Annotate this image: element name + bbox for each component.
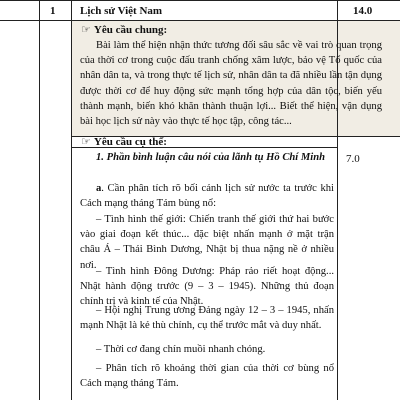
point-a-label: a <box>96 183 102 194</box>
item-title: 1. Phần bình luận câu nói của lãnh tụ Hồ Chí Minh <box>96 152 326 163</box>
point-line: – Tình hình Đông Dương: Pháp rảo riết hoạt động... Nhật hành động trước (9 – 3 – 1945). Những thủ đoạn chính trị và kinh tế của Nhật. <box>80 266 334 308</box>
general-requirements-heading: ☞ Yêu cầu chung: <box>81 24 168 36</box>
point-a-text: . Cần phân tích rõ bối cảnh lịch sử nước ta trước khi Cách mạng tháng Tám bùng nổ: <box>80 183 334 210</box>
point-line: – Thời cơ đang chín muồi nhanh chóng. <box>96 344 266 355</box>
row-number: 1 <box>50 5 56 17</box>
point-line: – Hội nghị Trung ương Đảng ngày 12 – 3 – 1945, nhấn mạnh Nhật là kẻ thù chính, cụ thể trước mắt và duy nhất. <box>80 305 334 332</box>
specific-requirements-heading: ☞ Yêu cầu cụ thể: <box>81 136 167 148</box>
hand-pointing-icon: ☞ <box>81 24 91 36</box>
total-score: 14.0 <box>353 5 373 17</box>
table-border-row-header <box>0 20 400 21</box>
general-requirements-paragraph: Bài làm thể hiện nhận thức tương đối sâu sắc về vai trò quan trọng của thời cơ trong cuộc đấu tranh chống xâm lược, bảo vệ Tổ quốc của nhân dân ta, và trong thực tế lịch sử, nhân dân ta đã nhiều lần tận dụng được thời cơ để huy động sức mạnh tổng hợp của dân tộc, biến yếu thành mạnh, biến khó khăn thành thuận lợi... Biết thể hiện, vận dụng bài học lịch sử này vào thực tế học tập, công tác... <box>80 40 382 128</box>
table-border-left <box>39 0 40 400</box>
point-line: – Tình hình thế giới: Chiến tranh thế giới thứ hai bước vào giai đoạn kết thúc... đặc biệt nhấn mạnh ở mặt trận châu Á – Thái Bình Dương, Nhật bị thua nặng nề ở nhiều nơi. <box>80 214 334 271</box>
point-line: – Phân tích rõ khoảng thời gian của thời cơ bùng nổ Cách mạng tháng Tám. <box>80 363 334 390</box>
subject-title: Lịch sử Việt Nam <box>80 5 163 17</box>
table-border-col1 <box>71 0 72 400</box>
table-border-top <box>0 0 400 1</box>
item-score: 7.0 <box>346 153 360 165</box>
hand-pointing-icon: ☞ <box>81 136 91 148</box>
point-a <box>80 181 334 211</box>
